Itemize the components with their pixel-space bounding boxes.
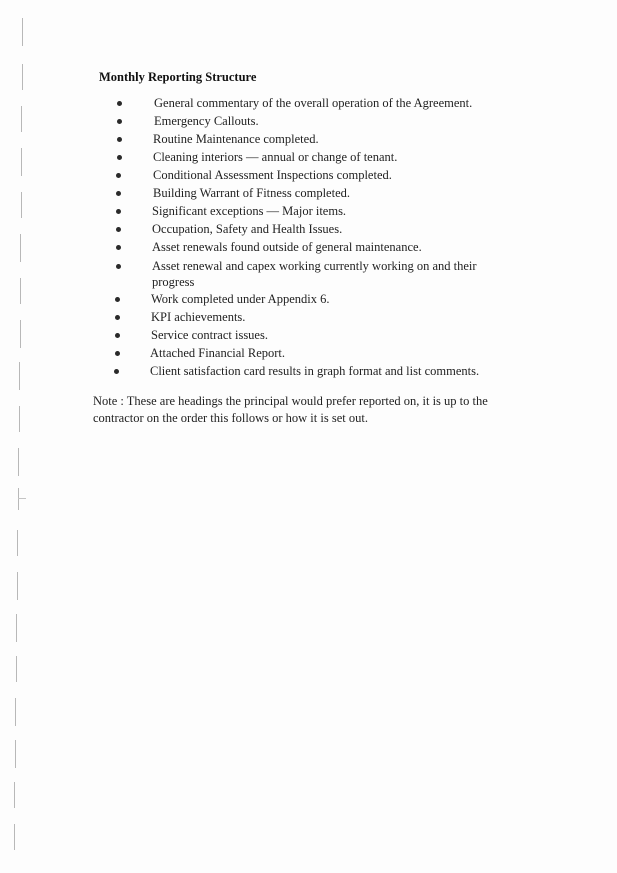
bullet-icon (116, 245, 121, 250)
bullet-icon (116, 209, 121, 214)
list-item-text: Cleaning interiors — annual or change of tenant. (153, 150, 398, 164)
list-item-text: Emergency Callouts. (154, 114, 259, 128)
bullet-icon (115, 333, 120, 338)
list-item-text: Building Warrant of Fitness completed. (153, 186, 350, 200)
list-item-text: Asset renewal and capex working currently working on and their (152, 259, 477, 273)
list-item-text: Conditional Assessment Inspections completed. (153, 168, 392, 182)
list-item-text: General commentary of the overall operation of the Agreement. (154, 96, 473, 110)
list-item-text: Routine Maintenance completed. (153, 132, 319, 146)
bullet-icon (116, 173, 121, 178)
list-item-text: Significant exceptions — Major items. (152, 204, 347, 218)
list-item-text: Client satisfaction card results in graph format and list comments. (150, 364, 480, 378)
bullet-icon (115, 297, 120, 302)
page-title: Monthly Reporting Structure (99, 70, 257, 84)
list-item-text: Occupation, Safety and Health Issues. (152, 222, 343, 236)
bullet-icon (117, 119, 122, 124)
bullet-icon (115, 351, 120, 356)
bullet-icon (115, 315, 120, 320)
list-item-text: Work completed under Appendix 6. (151, 292, 330, 306)
bullet-icon (114, 369, 119, 374)
list-item-text: Attached Financial Report. (150, 346, 286, 360)
bullet-icon (117, 101, 122, 106)
bullet-icon (116, 191, 121, 196)
list-item-text: Asset renewals found outside of general maintenance. (152, 240, 422, 254)
bullet-icon (116, 227, 121, 232)
list-item-text: Service contract issues. (151, 328, 268, 342)
note-paragraph: Note : These are headings the principal would prefer reported on, it is up to the contractor on the order this follows or how it is set out. (93, 394, 488, 425)
bullet-icon (117, 155, 122, 160)
list-item-text-continuation: progress (152, 275, 195, 289)
list-item-text: KPI achievements. (151, 310, 246, 324)
bullet-icon (117, 137, 122, 142)
bullet-icon (116, 264, 121, 269)
